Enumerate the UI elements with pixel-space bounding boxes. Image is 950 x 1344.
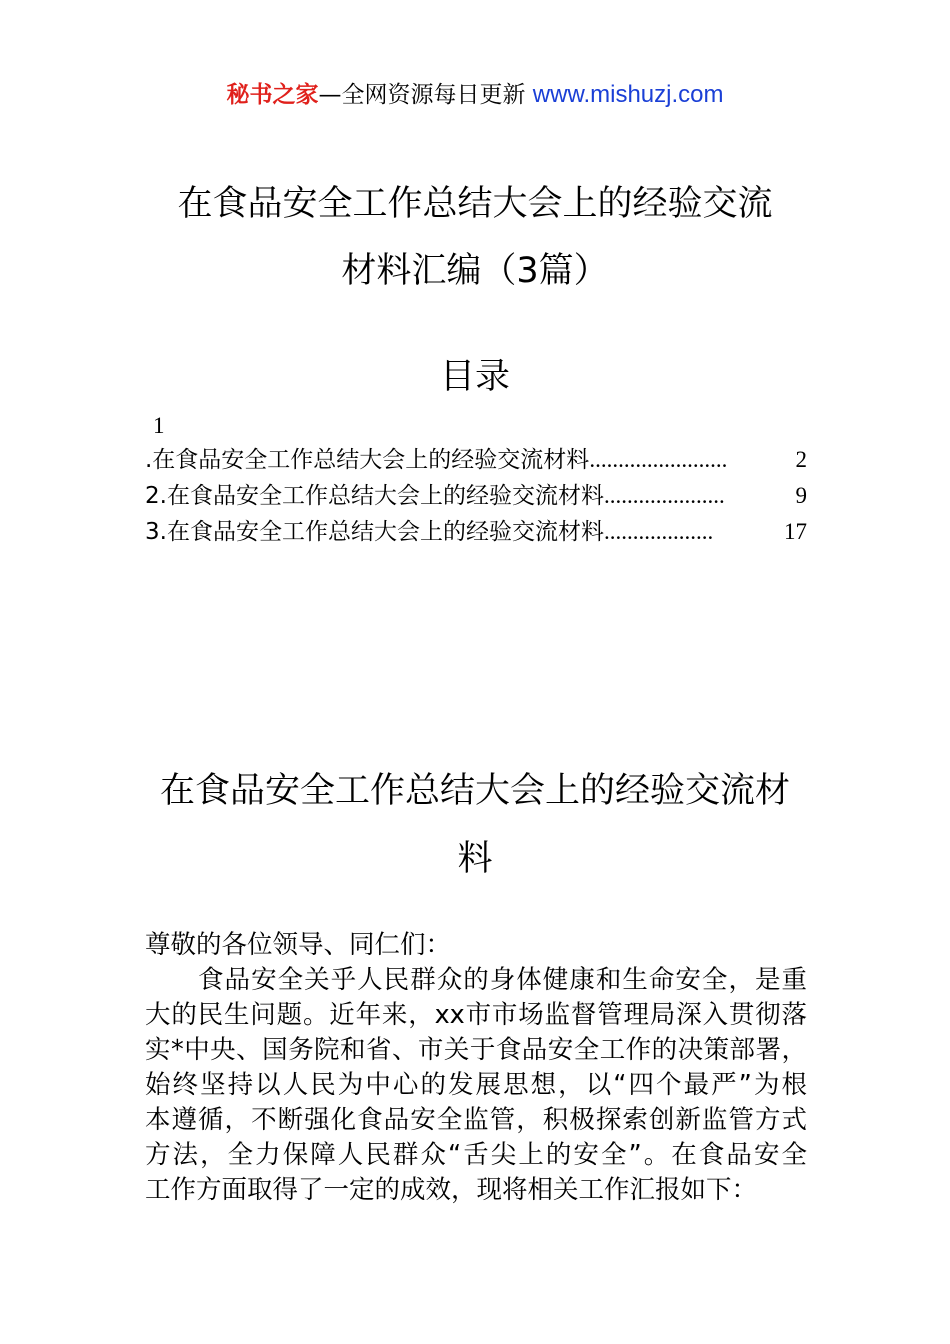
paragraph-line: 方法，全力保障人民群众“舌尖上的安全”。在食品安全 [145, 1140, 807, 1170]
toc-item-2[interactable] [145, 480, 807, 512]
toc-leader-dots: ................... [603, 519, 714, 544]
toc-page-number: 2 [794, 444, 808, 476]
toc-item-1[interactable] [145, 444, 807, 476]
toc-page-number: 9 [794, 480, 808, 512]
toc-item-1-number: 1 [153, 413, 165, 438]
toc-item-label: 3.在食品安全工作总结大会上的经验交流材料 [145, 519, 604, 545]
toc-page-number: 17 [782, 516, 807, 548]
site-header [0, 78, 950, 112]
toc-leader-dots: ..................... [603, 483, 725, 508]
article-title-line2: 料 [457, 839, 493, 879]
paragraph-line: 实*中央、国务院和省、市关于食品安全工作的决策部署， [145, 1035, 807, 1065]
site-url-link[interactable]: www.mishuzj.com [532, 81, 724, 108]
toc-item-3[interactable] [145, 516, 807, 548]
salutation: 尊敬的各位领导、同仁们： [145, 930, 452, 960]
article-title-line1: 在食品安全工作总结大会上的经验交流材 [159, 771, 790, 811]
toc-item-label: 2.在食品安全工作总结大会上的经验交流材料 [145, 483, 604, 509]
brand-name: 秘书之家 [226, 82, 319, 108]
toc-leader-dots: ........................ [589, 447, 728, 472]
toc-heading: 目录 [439, 357, 510, 397]
toc-item-label: .在食品安全工作总结大会上的经验交流材料 [145, 447, 590, 473]
paragraph-line: 始终坚持以人民为中心的发展思想，以“四个最严”为根 [145, 1070, 807, 1100]
paragraph-line: 大的民生问题。近年来，xx市市场监督管理局深入贯彻落 [145, 1000, 807, 1030]
paragraph-line: 食品安全关乎人民群众的身体健康和生命安全，是重 [145, 965, 807, 995]
paragraph-line: 本遵循，不断强化食品安全监管，积极探索创新监管方式 [145, 1105, 807, 1135]
header-tagline: —全网资源每日更新 [318, 82, 533, 108]
document-title-line2: 材料汇编（3篇） [341, 251, 609, 291]
document-title-line1: 在食品安全工作总结大会上的经验交流 [177, 184, 773, 224]
paragraph-line: 工作方面取得了一定的成效，现将相关工作汇报如下： [145, 1175, 758, 1205]
